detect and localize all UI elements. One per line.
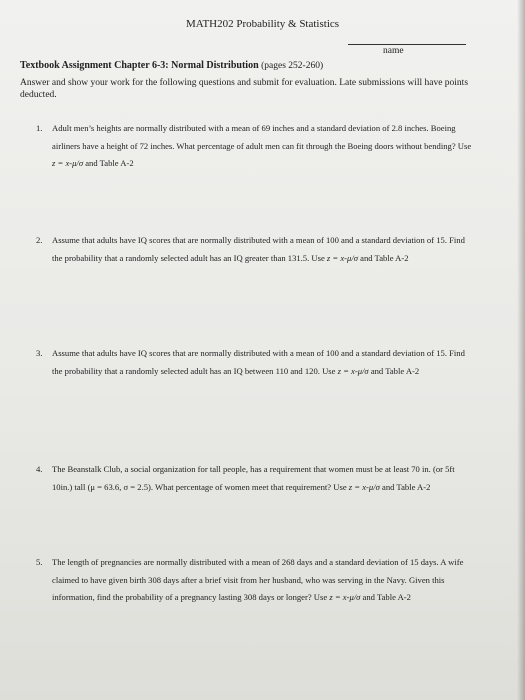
z-formula: z = x-μ/σ bbox=[337, 365, 369, 376]
question-text: Assume that adults have IQ scores that are normally distributed with a mean of 100 and a standard deviation of 15. Find the probability that a randomly selected adult has an IQ between 110 and 120. Use bbox=[52, 348, 465, 376]
question-tail: and Table A-2 bbox=[360, 252, 409, 263]
question-number: 1. bbox=[36, 123, 43, 133]
name-signature-line bbox=[348, 44, 466, 45]
question-4 bbox=[36, 461, 476, 496]
question-2 bbox=[36, 232, 476, 267]
question-3 bbox=[36, 345, 476, 380]
question-tail: and Table A-2 bbox=[85, 158, 134, 168]
z-formula: z = x-μ/σ bbox=[326, 252, 358, 263]
z-formula: z = x-μ/σ bbox=[348, 481, 380, 492]
question-number: 5. bbox=[36, 557, 43, 567]
assignment-title bbox=[20, 60, 323, 71]
question-tail: and Table A-2 bbox=[362, 592, 411, 602]
course-title: MATH202 Probability & Statistics bbox=[185, 18, 340, 30]
question-1 bbox=[36, 120, 476, 173]
assignment-title-text: Textbook Assignment Chapter 6-3: Normal Distribution bbox=[20, 60, 259, 71]
assignment-instructions: Answer and show your work for the following questions and submit for evaluation. Late submissions will have points deducted. bbox=[20, 78, 469, 100]
question-text: Adult men’s heights are normally distributed with a mean of 69 inches and a standard deviation of 2.8 inches. Boeing airliners have a height of 72 inches. What percentage of adult men can fit through the Boeing doors without bending? Use bbox=[52, 123, 472, 151]
question-text: The length of pregnancies are normally distributed with a mean of 268 days and a standard deviation of 15 days. A wife claimed to have given birth 308 days after a brief visit from her husband, who was serving in the Navy. Given this information, find the probability of a pregnancy lasting 308 days or longer? Use bbox=[52, 557, 464, 602]
question-tail: and Table A-2 bbox=[382, 481, 431, 492]
question-number: 4. bbox=[36, 464, 43, 474]
question-text: Assume that adults have IQ scores that are normally distributed with a mean of 100 and a standard deviation of 15. Find the probability that a randomly selected adult has an IQ greater than 131.5. Use bbox=[52, 235, 465, 263]
assignment-pages: (pages 252-260) bbox=[261, 61, 324, 71]
z-formula: z = x-μ/σ bbox=[329, 592, 361, 602]
question-number: 3. bbox=[36, 348, 43, 358]
z-formula: z = x-μ/σ bbox=[52, 158, 84, 168]
question-number: 2. bbox=[36, 235, 43, 245]
page-edge-shadow bbox=[517, 0, 525, 700]
name-label: name bbox=[383, 46, 404, 56]
question-tail: and Table A-2 bbox=[370, 365, 420, 376]
question-text: The Beanstalk Club, a social organization for tall people, has a requirement that women must be at least 70 in. (or 5ft 10in.) tall (μ = 63.6, σ = 2.5). What percentage of women meet that requirement? Use bbox=[52, 464, 455, 492]
question-5 bbox=[36, 554, 476, 607]
